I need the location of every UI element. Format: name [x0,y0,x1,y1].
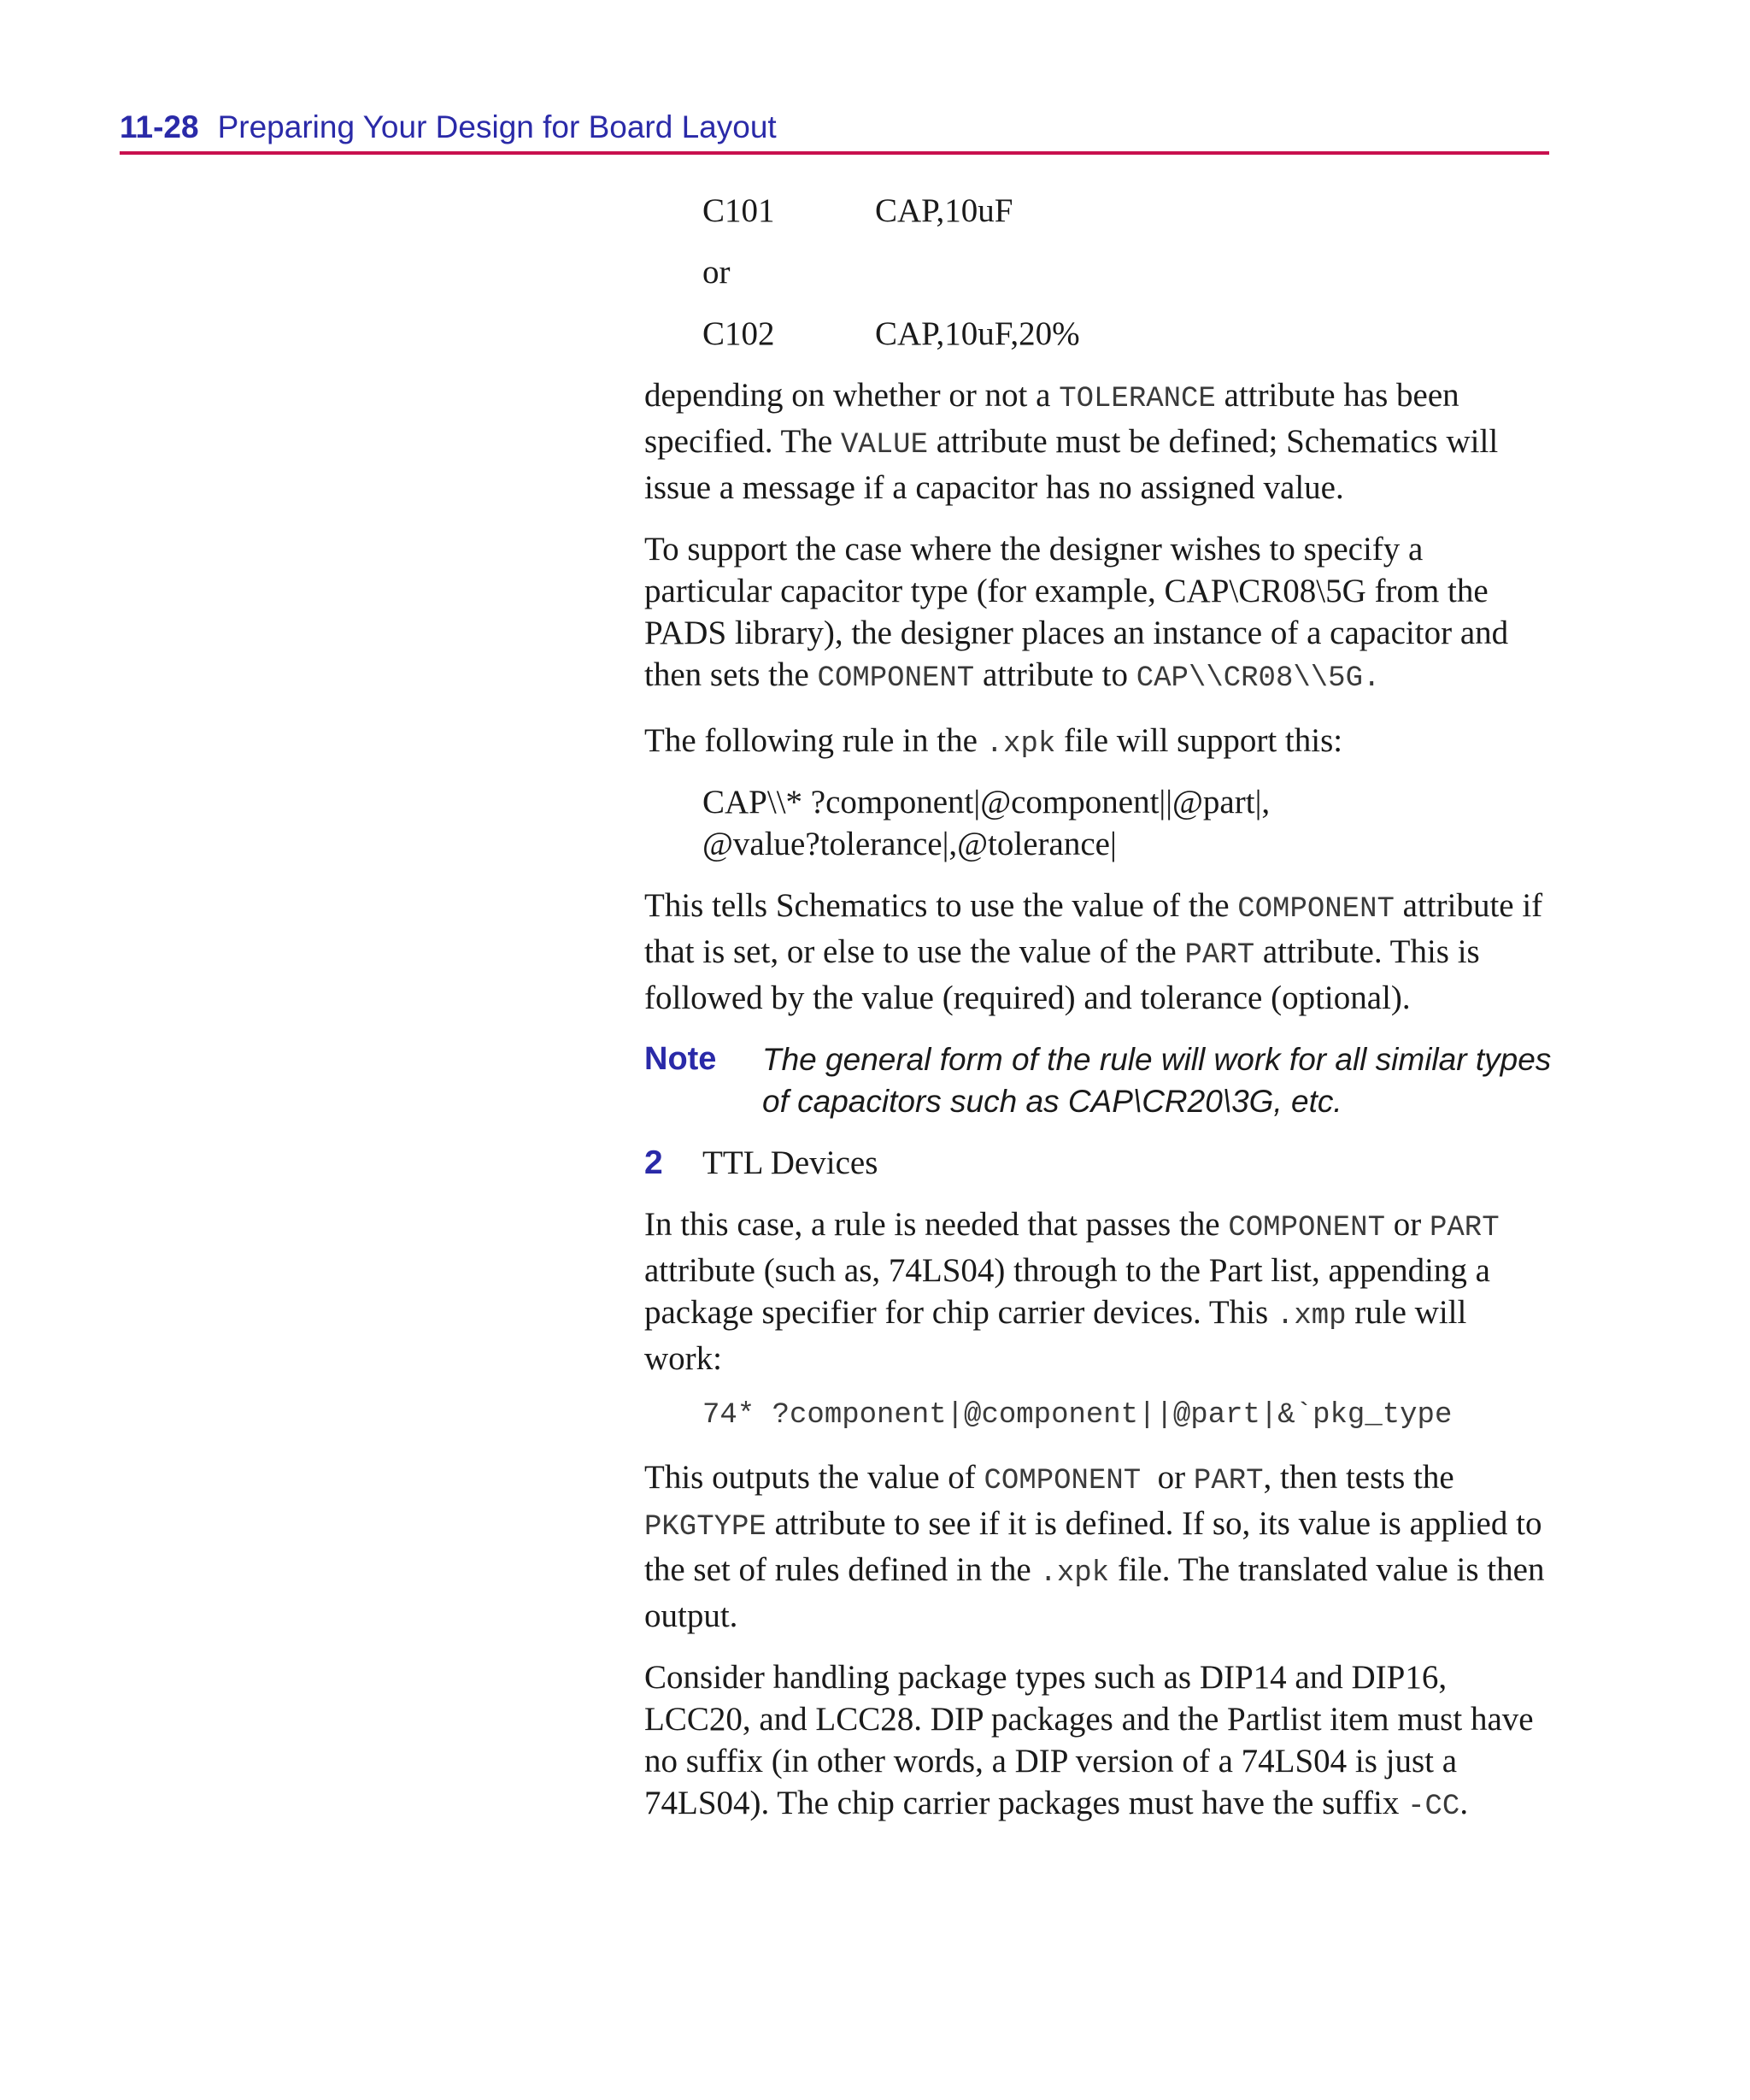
example-ref: or [702,254,731,291]
text-run: attribute if that is set, or else to use the value of the [644,887,1543,970]
example-row [702,313,1552,355]
note-text: The general form of the rule will work for all similar types of capacitors such as CAP\CR20\3G, etc. [762,1042,1552,1119]
code-run: PKGTYPE [644,1511,766,1544]
code-run: CAP\\CR08\\5G. [1136,662,1381,695]
step-number: 2 [644,1144,663,1181]
text-run: or [1385,1206,1430,1243]
code-run: .xpk [1039,1557,1110,1590]
note-block [644,1038,1552,1122]
code-run: .xmp [1276,1300,1347,1332]
text-run: Consider handling package types such as DIP14 and DIP16, LCC20, and LCC28. DIP packages and the Partlist item must have no suffix (in other words, a DIP version of a 74LS04 is just a 74LS04). The chip carrier packages must have the suffix [644,1659,1534,1821]
code-run: COMPONENT [984,1465,1142,1497]
rule-example-ttl: 74* ?component|@component||@part|&`pkg_type [702,1399,1453,1432]
rule-example-cap [702,781,1552,865]
paragraph-rule-explanation [644,885,1552,1019]
code-run: TOLERANCE [1059,383,1216,415]
text-run: The following rule in the [644,722,986,759]
header-rule [120,151,1549,155]
example-value: CAP,10uF [875,192,1013,229]
example-ref: C101 [702,192,775,229]
code-run: .xpk [985,728,1056,761]
example-ref: C102 [702,315,775,352]
code-run: COMPONENT [1228,1212,1385,1244]
text-run: To support the case where the designer wishes to specify a particular capacitor type (for example, CAP\CR08\5G from the PADS library), the designer places an instance of a capacitor and then sets the [644,531,1509,693]
step-heading [644,1142,1552,1184]
page-header [120,103,1549,154]
code-run: COMPONENT [1237,893,1395,926]
text-run: attribute (such as, 74LS04) through to the Part list, appending a package specifier for chip carrier devices. This [644,1252,1490,1331]
code-run: PART [1193,1465,1264,1497]
paragraph-packages [644,1656,1552,1828]
text-run: attribute to see if it is defined. If so, its value is applied to the set of rules defined in the [644,1505,1542,1588]
paragraph-capacitor-type [644,528,1552,700]
text-run: attribute has been specified. The [644,377,1459,460]
text-run: . [1459,1785,1469,1821]
code-run: PART [1430,1212,1500,1244]
text-run: attribute must be defined; Schematics will issue a message if a capacitor has no assigned value. [644,423,1499,506]
text-run: rule will work: [644,1294,1467,1377]
text-run: or [1141,1459,1194,1496]
text-run: attribute. This is followed by the value (required) and tolerance (optional). [644,933,1480,1016]
code-run: COMPONENT [817,662,975,695]
paragraph-tolerance [644,374,1552,509]
code-run: VALUE [840,429,928,462]
chapter-title: Preparing Your Design for Board Layout [217,109,777,144]
note-label: Note [644,1041,717,1077]
paragraph-output [644,1456,1552,1637]
text-run: file will support this: [1055,722,1343,759]
code-run: -CC [1407,1791,1460,1823]
example-value: CAP,10uF,20% [875,315,1080,352]
example-row [702,251,1552,293]
text-run: file. The translated value is then output. [644,1551,1545,1634]
rule-line: @value?tolerance|,@tolerance| [702,826,1117,862]
paragraph-ttl [644,1203,1552,1379]
example-row [702,190,1552,232]
text-run: This tells Schematics to use the value of the [644,887,1238,924]
text-run: attribute to [974,656,1136,693]
code-run: PART [1184,939,1255,972]
paragraph-rule-intro [644,720,1552,766]
rule-line: CAP\\* ?component|@component||@part|, [702,784,1271,821]
header-text [120,109,777,145]
text-run: In this case, a rule is needed that passes the [644,1206,1229,1243]
body-content [644,190,1552,1848]
text-run: This outputs the value of [644,1459,984,1496]
text-run: depending on whether or not a [644,377,1060,414]
page-number: 11-28 [120,109,199,144]
step-title: TTL Devices [702,1144,878,1181]
text-run: , then tests the [1263,1459,1454,1496]
